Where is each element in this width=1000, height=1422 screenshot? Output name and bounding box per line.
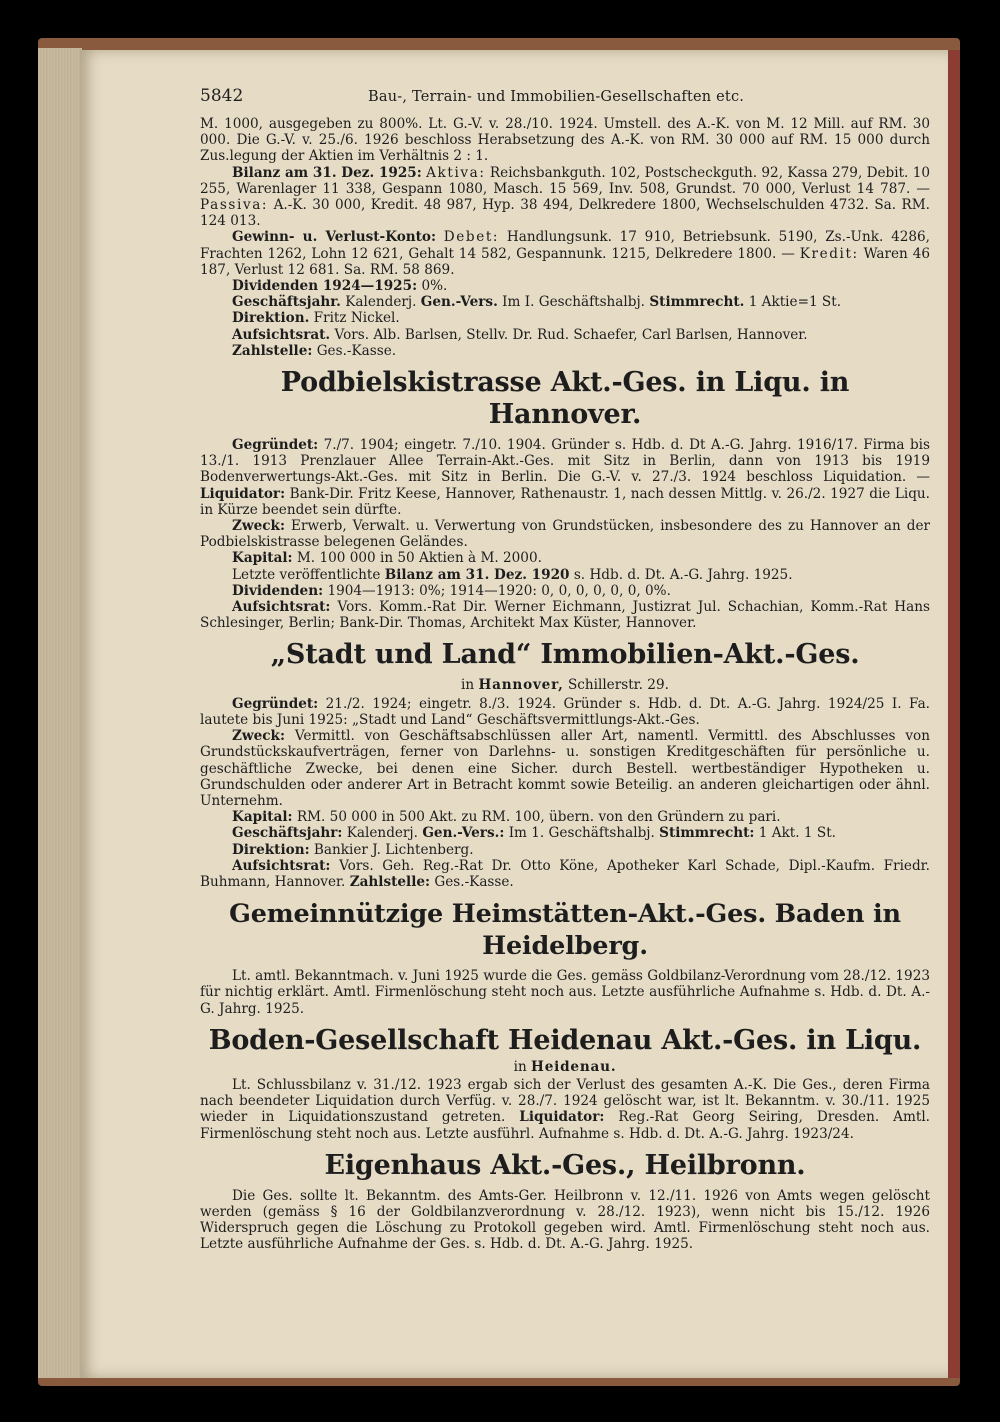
company-title: Boden-Gesellschaft Heidenau Akt.-Ges. in Liqu. (208, 1024, 922, 1056)
fiscal-info: Geschäftsjahr: Kalenderj. Gen.-Vers.: Im 1. Geschäftshalbj. Stimmrecht: 1 Akt. 1 St. (232, 825, 836, 842)
company-location: in Hannover, Schillerstr. 29. (461, 677, 669, 694)
zweck: Zweck: Erwerb, Verwalt. u. Verwertung von Grundstücken, insbesondere des zu Hannover an der Podbielskistrasse belegenen Geländes. (200, 518, 930, 551)
company-location: in Heidenau. (513, 1058, 617, 1075)
kapital: Kapital: RM. 50 000 in 500 Akt. zu RM. 100, übern. von den Gründern zu pari. (232, 809, 781, 826)
book-spine-edge (948, 50, 960, 1378)
fiscal-info: Geschäftsjahr. Kalenderj. Gen.-Vers. Im I. Geschäftshalbj. Stimmrecht. 1 Aktie=1 St. (232, 294, 842, 311)
page-header (200, 88, 930, 110)
entry-text: Lt. Schlussbilanz v. 31./12. 1923 ergab sich der Verlust des gesamten A.-K. Die Ges., deren Firma nach beendeter Liquidation durch Verfüg. v. 28./7. 1924 gelöscht war, ist lt. Bekanntm. v. 30./11. 1925 wieder in Liquidationszustand getreten. Liquidator: Reg.-Rat Georg Seiring, Dresden. Amtl. Firmenlöschung steht noch aus. Letzte ausführl. Aufnahme s. Hdb. d. Dt. A.-G. Jahrg. 1923/24. (200, 1076, 930, 1142)
zweck: Zweck: Vermittl. von Geschäftsabschlüssen aller Art, namentl. Vermittl. des Abschlusses von Grundstückskaufverträgen, ferner von Darlehns- u. sonstigen Kreditgeschäften für persönliche u. geschäftliche Zwecke, bei denen eine Sicher. durch Bestell. wertbeständiger Hypotheken u. Grundschulden oder anderer Art in Betracht kommt sowie Beteilig. an anderen gleichartigen oder ähnl. Unternehm. (200, 728, 930, 809)
aufsichtsrat: Aufsichtsrat. Vors. Alb. Barlsen, Stellv. Dr. Rud. Schaefer, Carl Barlsen, Hannover. (232, 326, 808, 343)
bilanz: Bilanz am 31. Dez. 1925: Aktiva: Reichsbankguth. 102, Postscheckguth. 92, Kassa 279, Debit. 10 255, Warenlager 11 338, Gespann 1080, Masch. 15 569, Inv. 508, Grundst. 70 000, Verlust 14 787. — Passiva: A.-K. 30 000, Kredit. 48 987, Hyp. 38 494, Delkredere 1800, Wechselschulden 4732. Sa. RM. 124 013. (200, 164, 931, 230)
entry-text: Lt. amtl. Bekanntmach. v. Juni 1925 wurde die Ges. gemäss Goldbilanz-Verordnung vom 28./12. 1923 für nichtig erklärt. Amtl. Firmenlöschung steht noch aus. Letzte ausführliche Aufnahme s. Hdb. d. Dt. A.-G. Jahrg. 1925. (200, 968, 930, 1017)
gegruendet: Gegründet: 7./7. 1904; eingetr. 7./10. 1904. Gründer s. Hdb. d. Dt A.-G. Jahrg. 1916/17. Firma bis 13./1. 1913 Prenzlauer Allee Terrain-Akt.-Ges. mit Sitz in Berlin, dann von 1913 bis 1919 Bodenverwertungs-Akt.-Ges. mit Sitz in Berlin. Die G.-V. v. 27./3. 1924 beschloss Liquidation. — Liquidator: Bank-Dir. Fritz Keese, Hannover, Rathenaustr. 1, nach dessen Mittlg. v. 26./2. 1927 die Liqu. in Kürze beendet sein dürfte. (200, 437, 930, 518)
company-entry-stadt-und-land (200, 639, 930, 890)
bilanz-ref: Letzte veröffentlichte Bilanz am 31. Dez. 1920 s. Hdb. d. Dt. A.-G. Jahrg. 1925. (232, 566, 793, 583)
company-entry-podbielskistrasse (200, 367, 930, 631)
kapital: Kapital: M. 100 000 in 50 Aktien à M. 2000. (232, 550, 542, 567)
page-number: 5842 (200, 86, 244, 106)
dividends: Dividenden 1924—1925: 0%. (232, 278, 448, 295)
company-entry-eigenhaus (200, 1150, 930, 1253)
company-entry-boden-heidenau (200, 1025, 930, 1142)
company-title: Podbielskistrasse Akt.-Ges. in Liqu. in Hannover. (280, 367, 850, 431)
aufsichtsrat: Aufsichtsrat: Vors. Geh. Reg.-Rat Dr. Otto Köne, Apotheker Karl Schade, Dipl.-Kaufm. Friedr. Buhmann, Hannover. Zahlstelle: Ges.-Kasse. (200, 857, 931, 890)
entry-text: Die Ges. sollte lt. Bekanntm. des Amts-Ger. Heilbronn v. 12./11. 1926 von Amts wegen gelöscht werden (gemäss § 16 der Goldbilanzverordnung v. 28./12. 1923), wenn nicht bis 15./12. 1926 Widerspruch gegen die Löschung zu Protokoll gegeben wird. Amtl. Firmenlöschung steht noch aus. Letzte ausführliche Aufnahme der Ges. s. Hdb. d. Dt. A.-G. Jahrg. 1925. (200, 1187, 930, 1253)
company-entry-heimstaetten (200, 898, 930, 1017)
page-edges (38, 48, 82, 1378)
gewinn-verlust: Gewinn- u. Verlust-Konto: Debet: Handlungsunk. 17 910, Betriebsunk. 5190, Zs.-Unk. 4286, Frachten 1262, Lohn 12 621, Gehalt 14 582, Gespannunk. 1215, Delkredere 1800. — Kredit: Waren 46 187, Verlust 12 681. Sa. RM. 58 869. (200, 229, 931, 278)
direktion: Direktion. Fritz Nickel. (232, 310, 400, 327)
capital-history: M. 1000, ausgegeben zu 800%. Lt. G.-V. v. 28./10. 1924. Umstell. des A.-K. von M. 12 Mill. auf RM. 30 000. Die G.-V. v. 25./6. 1926 beschloss Herabsetzung des A.-K. von RM. 30 000 auf RM. 15 000 durch Zus.legung der Aktien im Verhältnis 2 : 1. (200, 116, 930, 165)
company-title: Eigenhaus Akt.-Ges., Heilbronn. (324, 1149, 806, 1181)
company-title: Gemeinnützige Heimstätten-Akt.-Ges. Baden in Heidelberg. (229, 899, 901, 962)
page-content (200, 88, 930, 1253)
gegruendet: Gegründet: 21./2. 1924; eingetr. 8./3. 1924. Gründer s. Hdb. d. Dt. A.-G. Jahrg. 1924/25 I. Fa. lautete bis Juni 1925: „Stadt und Land“ Geschäftsvermittlungs-Akt.-Ges. (200, 695, 930, 728)
company-entry-continued (200, 116, 930, 359)
aufsichtsrat: Aufsichtsrat: Vors. Komm.-Rat Dir. Werner Eichmann, Justizrat Jul. Schachian, Komm.-Rat Hans Schlesinger, Berlin; Bank-Dir. Thomas, Architekt Max Küster, Hannover. (200, 599, 930, 632)
direktion: Direktion: Bankier J. Lichtenberg. (232, 841, 474, 858)
running-title: Bau-, Terrain- und Immobilien-Gesellschaften etc. (368, 89, 745, 105)
company-title: „Stadt und Land“ Immobilien-Akt.-Ges. (270, 639, 860, 671)
dividenden: Dividenden: 1904—1913: 0%; 1914—1920: 0, 0, 0, 0, 0, 0, 0%. (232, 582, 671, 599)
zahlstelle: Zahlstelle: Ges.-Kasse. (232, 342, 397, 359)
